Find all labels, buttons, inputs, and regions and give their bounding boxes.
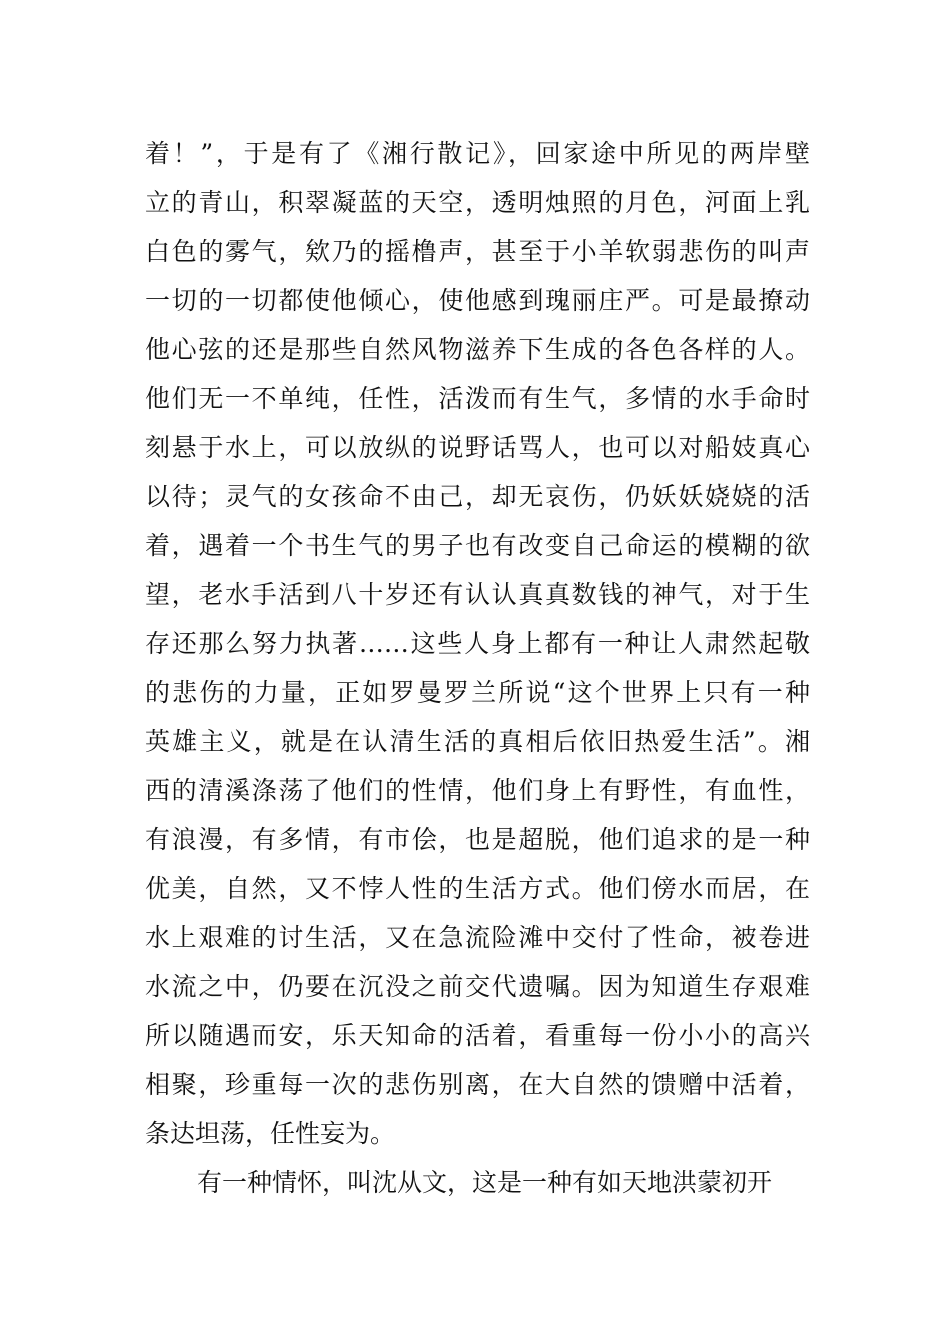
text-line: 西的清溪涤荡了他们的性情，他们身上有野性，有血性， — [145, 776, 810, 805]
text-line: 他们无一不单纯，任性，活泼而有生气，多情的水手命时 — [145, 384, 810, 413]
text-line: 所以随遇而安，乐天知命的活着，看重每一份小小的高兴 — [145, 1021, 810, 1050]
text-line: 白色的雾气，欸乃的摇橹声，甚至于小羊软弱悲伤的叫声 — [145, 237, 810, 266]
text-line: 望，老水手活到八十岁还有认认真真数钱的神气，对于生 — [145, 580, 810, 609]
text-line: 的悲伤的力量，正如罗曼罗兰所说“这个世界上只有一种 — [145, 678, 810, 707]
text-line: 优美，自然，又不悖人性的生活方式。他们傍水而居，在 — [145, 874, 810, 903]
text-line: 以待；灵气的女孩命不由己，却无哀伤，仍妖妖娆娆的活 — [145, 482, 810, 511]
text-line: 一切的一切都使他倾心，使他感到瑰丽庄严。可是最撩动 — [145, 286, 810, 315]
text-line: 着，遇着一个书生气的男子也有改变自己命运的模糊的欲 — [145, 531, 810, 560]
text-line: 着！”，于是有了《湘行散记》，回家途中所见的两岸壁 — [145, 139, 810, 168]
text-line: 英雄主义，就是在认清生活的真相后依旧热爱生活”。湘 — [145, 727, 810, 756]
text-line: 相聚，珍重每一次的悲伤别离，在大自然的馈赠中活着， — [145, 1070, 810, 1099]
text-line: 他心弦的还是那些自然风物滋养下生成的各色各样的人。 — [145, 335, 810, 364]
text-line: 立的青山，积翠凝蓝的天空，透明烛照的月色，河面上乳 — [145, 188, 810, 217]
next-paragraph-line: 有一种情怀，叫沈从文，这是一种有如天地洪蒙初开 — [197, 1168, 773, 1197]
text-line: 水流之中，仍要在沉没之前交代遗嘱。因为知道生存艰难 — [145, 972, 810, 1001]
paragraph-end-line: 条达坦荡，任性妄为。 — [145, 1119, 396, 1148]
essay-body — [145, 129, 810, 1207]
text-line: 有浪漫，有多情，有市侩，也是超脱，他们追求的是一种 — [145, 825, 810, 854]
text-line: 存还那么努力执著……这些人身上都有一种让人肃然起敬 — [145, 629, 810, 658]
text-line: 刻悬于水上，可以放纵的说野话骂人，也可以对船妓真心 — [145, 433, 810, 462]
text-line: 水上艰难的讨生活，又在急流险滩中交付了性命，被卷进 — [145, 923, 810, 952]
